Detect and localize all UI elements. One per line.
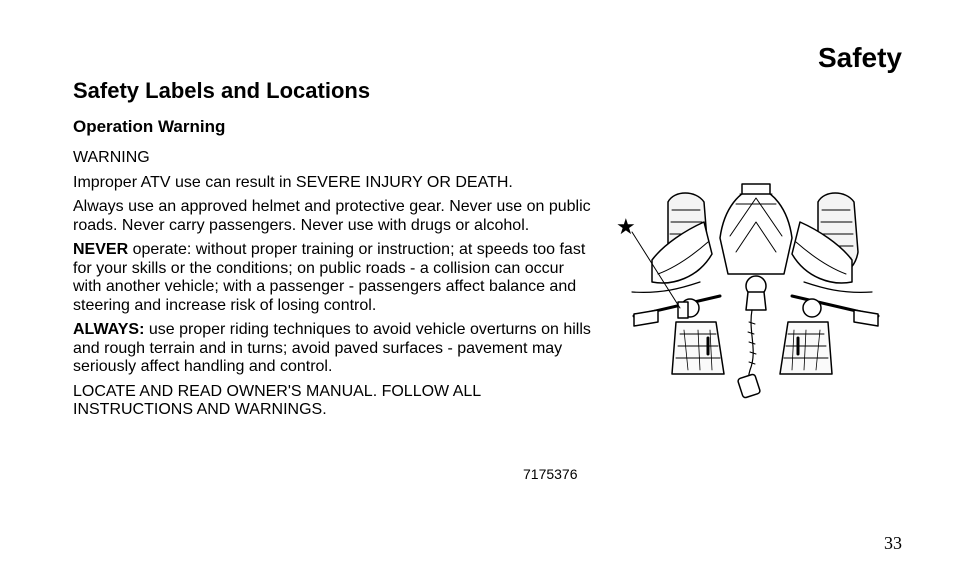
- warning-line: Improper ATV use can result in SEVERE INJURY OR DEATH.: [73, 173, 513, 191]
- tether-clip: [737, 374, 760, 399]
- page-heading: Safety Labels and Locations: [73, 78, 371, 103]
- locate-paragraph: LOCATE AND READ OWNER'S MANUAL. FOLLOW ALL INSTRUCTIONS AND WARNINGS.: [73, 382, 481, 418]
- section-title: Safety: [817, 42, 902, 73]
- never-paragraph: [73, 241, 593, 315]
- callout-star-icon: ★: [616, 215, 636, 240]
- never-lead: NEVER: [73, 241, 129, 258]
- never-text: operate: without proper training or instruction; at speeds too fast for your skills or the conditions; on public roads - a collision can occur with another vehicle; with a passenger - passengers affect balance and steering and increase risk of losing control.: [73, 241, 586, 314]
- always-lead: ALWAYS:: [73, 321, 145, 338]
- always-text: use proper riding techniques to avoid vehicle overturns on hills and rough terrain and in turns; avoid paved surfaces - pavement may seriously affect handling and control.: [73, 321, 591, 375]
- protective-gear-paragraph: Always use an approved helmet and protective gear. Never use on public roads. Never carry passengers. Never use with drugs or alcohol.: [73, 198, 591, 234]
- part-number: 7175376: [523, 466, 578, 482]
- subheading: Operation Warning: [73, 117, 226, 136]
- always-paragraph: [73, 321, 593, 377]
- warning-text-block: [73, 149, 593, 426]
- atv-illustration: [612, 182, 892, 404]
- page-number: 33: [884, 533, 902, 553]
- front-fascia: [720, 188, 792, 274]
- warning-label: WARNING: [73, 149, 150, 166]
